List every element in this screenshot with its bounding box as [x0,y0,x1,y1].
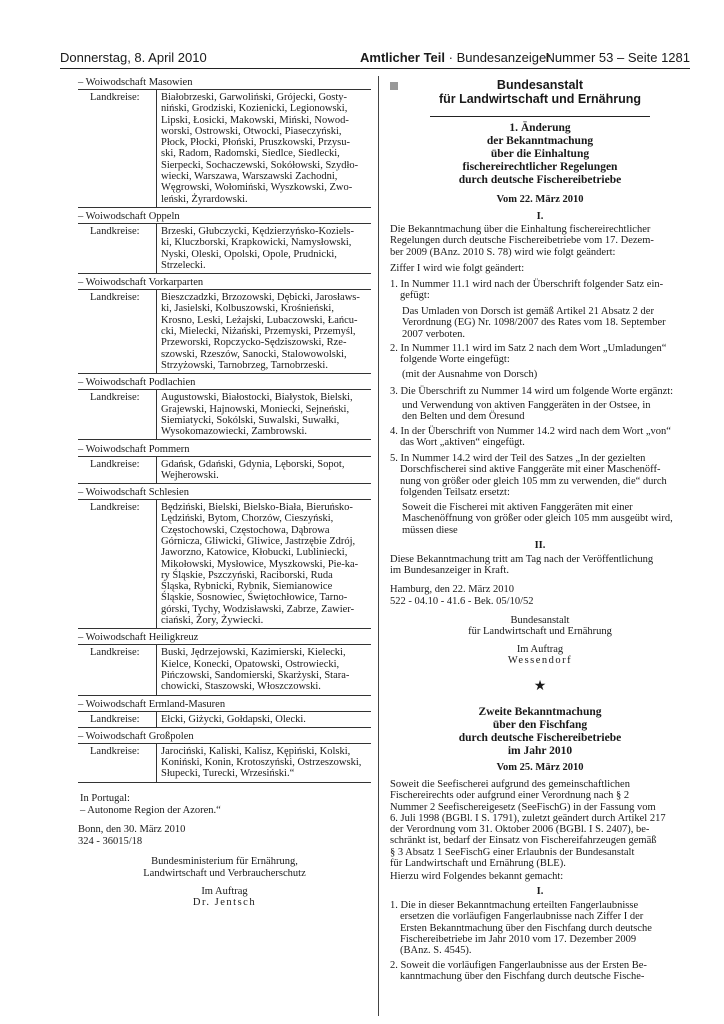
header-rule [60,68,690,69]
voivodeship-section [78,443,371,485]
voivodeship-title: – Woiwodschaft Großpolen [78,730,194,742]
district-line: Lipski, Łosicki, Makowski, Miński, Nowod- [161,114,349,126]
landkreise-list [156,712,369,727]
district-line: Koniński, Konin, Krotoszyński, Ostrzeszowski, [161,757,362,769]
place-date: Hamburg, den 22. März 2010 [390,584,515,595]
district-line: Buski, Jędrzejowski, Kazimierski, Kielecki, [161,647,346,659]
text-line: nung von größer oder gleich 105 mm zu verwenden, die“ durch [400,475,667,487]
landkreise-label: Landkreise: [90,392,140,404]
landkreise-label: Landkreise: [90,647,140,659]
voivodeship-title: – Woiwodschaft Ermland-Masuren [78,698,226,710]
text-line: im Bundesanzeiger in Kraft. [390,565,509,577]
landkreise-list [156,224,369,273]
voivodeship-section [78,631,371,695]
district-line: Pińczowski, Sandomierski, Skarżyski, Stara- [161,669,350,681]
text-line: 4. In der Überschrift von Nummer 14.2 wird nach dem Wort „von“ [390,426,671,437]
notice-1-title [390,122,690,187]
title-rule [430,116,650,117]
text-line: Fischereirechts oder aufgrund einer Verordnung nach § 2 [390,790,630,802]
text-line: für Landwirtschaft und Ernährung (BLE). [390,858,566,870]
notice-1-title-line: fischereirechtlicher Regelungen [462,161,618,173]
voivodeship-title: – Woiwodschaft Vorkarparten [78,277,204,289]
text-line: Maschenöffnung von größer oder gleich 105 mm ausgeübt wird, [402,513,673,525]
voivodeship-title: – Woiwodschaft Oppeln [78,211,180,222]
change-item-2-quote: (mit der Ausnahme von Dorsch) [402,369,538,380]
voivodeship-section [78,376,371,440]
landkreise-row [78,456,371,484]
district-line: Strzyżowski, Tarnobrzeg, Tarnobrzeski. [161,359,328,371]
notice-2-title-line: Zweite Bekanntmachung [478,706,602,718]
district-line: Częstochowski, Częstochowa, Dąbrowa [161,524,330,536]
text-line: § 3 Absatz 1 SeeFischG einer Erlaubnis der Bundesanstalt [390,846,635,858]
landkreise-label: Landkreise: [90,502,140,514]
voivodeship-title: – Woiwodschaft Podlachien [78,377,196,389]
notice-2-item-2 [390,960,690,983]
district-line: Jarociński, Kaliski, Kalisz, Kępiński, Kolski, [161,745,351,757]
district-line: Będziński, Bielski, Bielsko-Biała, Bieruńsko- [161,502,353,514]
change-item-1-quote [390,306,702,340]
ziffer-line: Ziffer I wird wie folgt geändert: [390,263,525,274]
portugal-heading: In Portugal: [80,792,130,804]
district-line: ciański, Żory, Żywiecki. [161,615,264,627]
voivodeship-section [78,730,371,783]
landkreise-label: Landkreise: [90,92,140,103]
text-line: 1. In Nummer 11.1 wird nach der Überschrift folgender Satz ein- [390,279,664,290]
district-line: worski, Ostrowski, Otwocki, Piaseczyński, [161,125,342,137]
voivodeship-section [78,210,371,274]
district-line: Siemiatycki, Sokólski, Suwalski, Suwałki, [161,414,340,426]
notice-1-title-line: durch deutsche Fischereibetriebe [458,174,622,186]
district-line: Krosno, Leski, Leżajski, Lubaczowski, Łańcu- [161,314,358,326]
signature-block [390,615,690,666]
text-line: Dorschfischerei sind aktive Fanggeräte mit einer Maschenöff- [400,464,661,476]
district-line: Grajewski, Hajnowski, Moniecki, Sejneński, [161,403,350,415]
signature-name: Dr. Jentsch [192,897,257,909]
landkreise-row [78,711,371,727]
roman-numeral: I. [536,886,544,897]
change-item-1 [390,279,690,302]
landkreise-label: Landkreise: [90,226,140,237]
notice-1-title-line: über die Einhaltung [490,148,590,160]
notice-1-date: Vom 22. März 2010 [496,194,584,205]
district-line: Bieszczadzki, Brzozowski, Dębicki, Jarosławs- [161,292,360,304]
landkreise-list [156,500,369,628]
text-line: Diese Bekanntmachung tritt am Tag nach der Veröffentlichung [390,554,654,565]
reference-number: 522 - 04.10 - 41.6 - Bek. 05/10/52 [390,596,534,607]
text-line: müssen diese [402,524,458,536]
landkreise-row [78,644,371,694]
roman-numeral: I. [536,211,544,222]
text-line: Soweit die Seefischerei aufgrund des gemeinschaftlichen [390,779,630,790]
district-line: ski, Radom, Radomski, Siedlce, Siedlecki, [161,148,340,160]
district-line: ki, Kluczborski, Krapkowicki, Namysłowski, [161,237,352,249]
district-line: Ełcki, Giżycki, Gołdapski, Olecki. [161,713,306,725]
running-header [60,48,690,70]
district-line: Węgrowski, Wołomiński, Wyszkowski, Zwo- [161,182,353,194]
landkreise-label: Landkreise: [90,745,140,757]
change-item-5 [390,453,690,498]
district-line: cki, Mielecki, Niżański, Przemyski, Przemyśl, [161,326,356,338]
district-line: Lędziński, Bytom, Chorzów, Cieszyński, [161,513,334,525]
district-line: Słupecki, Turecki, Wrzesiński.“ [161,768,295,780]
star-separator-icon: ★ [533,679,547,694]
district-line: Płock, Płocki, Płoński, Pruszkowski, Przysu- [161,137,351,149]
landkreise-list [156,290,369,373]
district-line: górski, Tychy, Wodzisławski, Zabrze, Zawier- [161,603,355,615]
voivodeship-section [78,486,371,629]
district-line: Białobrzeski, Garwoliński, Grójecki, Gosty- [161,92,348,103]
landkreise-label: Landkreise: [90,458,140,470]
header-section [360,50,551,65]
district-line: ry Śląskie, Pszczyński, Raciborski, Ruda [161,569,333,581]
notice-2-title-line: durch deutsche Fischereibetriebe [458,732,622,744]
text-line: Verordnung (EG) Nr. 1098/2007 des Rates vom 18. September [402,317,666,329]
text-line: 1. Die in dieser Bekanntmachung erteilten Fangerlaubnisse [390,900,639,911]
header-section-rest: · Bundesanzeiger [445,50,551,65]
text-line: und Verwendung von aktiven Fanggeräten in der Ostsee, in [402,400,651,411]
voivodeship-section [78,698,371,728]
landkreise-list [156,390,369,439]
district-line: Wejherowski. [161,469,219,481]
notice-2-date: Vom 25. März 2010 [496,762,584,773]
notice-2-title [390,706,690,758]
district-line: Strzelecki. [161,259,206,271]
ministry-line: Landwirtschaft und Verbraucherschutz [143,867,306,879]
text-line: folgende Worte eingefügt: [400,354,510,366]
org-title-line-1: Bundesanstalt [496,78,584,92]
reference-number: 324 - 36015/18 [78,836,143,848]
text-line: Ersten Bekanntmachung über den Fischfang durch deutsche [400,922,652,934]
text-line: (BAnz. S. 4545). [400,945,472,957]
district-line: Sierpecki, Sochaczewski, Sokółowski, Szydło- [161,159,359,171]
org-title [390,78,690,106]
header-section-bold: Amtlicher Teil [360,50,446,65]
landkreise-row [78,499,371,628]
district-line: ki, Jasielski, Kolbuszowski, Krośnieński, [161,303,334,315]
signature-auftrag: Im Auftrag [201,885,248,897]
change-item-3-quote [390,400,702,423]
signature-org: für Landwirtschaft und Ernährung [468,626,612,638]
district-line: Przeworski, Ropczycko-Sędziszowski, Rze- [161,337,347,349]
portugal-region: – Autonome Region der Azoren.“ [80,804,221,816]
district-line: Gdańsk, Gdański, Gdynia, Lęborski, Sopot, [161,458,345,470]
roman-numeral: II. [534,540,546,551]
landkreise-list [156,645,369,694]
landkreise-label: Landkreise: [90,713,140,725]
header-date: Donnerstag, 8. April 2010 [60,50,207,65]
notice-2-intro [390,779,690,869]
notice-1-title-line: der Bekanntmachung [486,135,594,147]
landkreise-row [78,389,371,439]
district-line: Górnicza, Gliwicki, Gliwice, Jastrzębie Zdrój, [161,535,356,547]
text-line: 2007 verboten. [402,328,465,340]
signature-auftrag: Im Auftrag [516,643,564,655]
notice-1-intro [390,224,690,258]
ministry-line: Bundesministerium für Ernährung, [151,856,298,867]
voivodeship-section [78,276,371,374]
signature-name: Wessendorf [507,654,573,666]
text-line: ersetzen die vorläufigen Fangerlaubnisse nach Ziffer I der [400,911,644,923]
text-line: kanntmachung über den Fischfang durch deutsche Fische- [400,971,645,983]
header-page-number: Nummer 53 – Seite 1281 [545,50,690,65]
place-date: Bonn, den 30. März 2010 [78,824,186,836]
landkreise-list [156,90,369,207]
district-line: Śląskie, Sosnowiec, Świętochłowice, Tarno- [161,592,348,604]
text-line: Fischereibetriebe im Jahr 2010 vom 17. Dezember 2009 [400,933,637,945]
text-line: gefügt: [400,290,430,302]
text-line: der Verordnung vom 31. Oktober 2006 (BGBl. I S. 2407), be- [390,824,650,836]
change-item-4 [390,426,690,449]
text-line: Soweit die Fischerei mit aktiven Fanggeräten mit einer [402,502,633,513]
district-line: Brzeski, Głubczycki, Kędzierzyńsko-Koziels- [161,226,355,237]
district-line: leński, Żyrardowski. [161,193,248,205]
district-line: Śląska, Rybnicki, Rybnik, Siemianowice [161,581,333,593]
notice-2-hierzu: Hierzu wird Folgendes bekannt gemacht: [390,871,564,882]
change-item-5-quote [390,502,702,536]
voivodeship-title: – Woiwodschaft Schlesien [78,487,189,499]
district-line: Jaworzno, Katowice, Kłobucki, Lubliniecki, [161,547,348,559]
change-item-2 [390,343,690,366]
text-line: Die Bekanntmachung über die Einhaltung fischereirechtlicher [390,224,651,235]
notice-2-item-1 [390,900,690,956]
text-line: 2. In Nummer 11.1 wird im Satz 2 nach dem Wort „Umladungen“ [390,343,667,354]
text-line: 2. Soweit die vorläufigen Fangerlaubnisse aus der Ersten Be- [390,960,647,971]
voivodeship-title: – Woiwodschaft Masowien [78,77,193,88]
district-line: szowski, Rzeszów, Sanocki, Stalowowolski, [161,348,347,360]
text-line: folgenden Teilsatz ersetzt: [400,486,510,498]
change-item-3: 3. Die Überschrift zu Nummer 14 wird um folgende Worte ergänzt: [390,386,674,397]
landkreise-row [78,289,371,373]
district-line: wiecki, Warszawa, Warszawski Zachodni, [161,171,338,183]
district-line: Kielce, Konecki, Opatowski, Ostrowiecki, [161,658,340,670]
landkreise-row [78,223,371,273]
voivodeship-title: – Woiwodschaft Heiligkreuz [78,632,199,644]
notice-1-title-line: 1. Änderung [509,122,571,134]
notice-1-effective [390,554,690,577]
landkreise-row [78,89,371,207]
org-title-line-2: für Landwirtschaft und Ernährung [438,92,642,106]
notice-2-title-line: über den Fischfang [492,719,588,731]
landkreise-list [156,744,369,782]
text-line: ber 2009 (BAnz. 2010 S. 78) wird wie folgt geändert: [390,246,616,258]
landkreise-label: Landkreise: [90,292,140,304]
column-divider [378,76,379,1016]
signature-org: Bundesanstalt [510,615,570,626]
landkreise-list [156,457,369,484]
district-line: Nyski, Oleski, Opolski, Opole, Prudnicki, [161,248,337,260]
voivodeship-title: – Woiwodschaft Pommern [78,443,190,455]
text-line: den Belten und dem Öresund [402,411,525,423]
district-line: niński, Grodziski, Kozienicki, Legionowski, [161,103,348,115]
district-line: Mikołowski, Mysłowice, Myszkowski, Pie-ka- [161,558,359,570]
district-line: Augustowski, Białostocki, Białystok, Bielski, [161,392,353,404]
district-line: chowicki, Staszowski, Włoszczowski. [161,681,321,693]
text-line: 5. In Nummer 14.2 wird der Teil des Satzes „In der gezielten [390,453,646,464]
text-line: das Wort „aktiven“ eingefügt. [400,437,525,449]
text-line: Regelungen durch deutsche Fischereibetriebe vom 17. Dezem- [390,235,654,247]
text-line: Das Umladen von Dorsch ist gemäß Artikel 21 Absatz 2 der [402,306,654,317]
landkreise-row [78,743,371,782]
district-line: Wysokomazowiecki, Zambrowski. [161,426,308,438]
notice-2-title-line: im Jahr 2010 [507,745,573,757]
text-line: 6. Juli 1998 (BGBl. I S. 1791), zuletzt geändert durch Artikel 217 [390,812,666,824]
voivodeship-section [78,76,371,208]
text-line: schränkt ist, bedarf der Einsatz von Fischereifahrzeugen gemäß [390,835,657,847]
text-line: Nummer 2 Seefischereigesetz (SeeFischG) in der Fassung vom [390,801,656,813]
